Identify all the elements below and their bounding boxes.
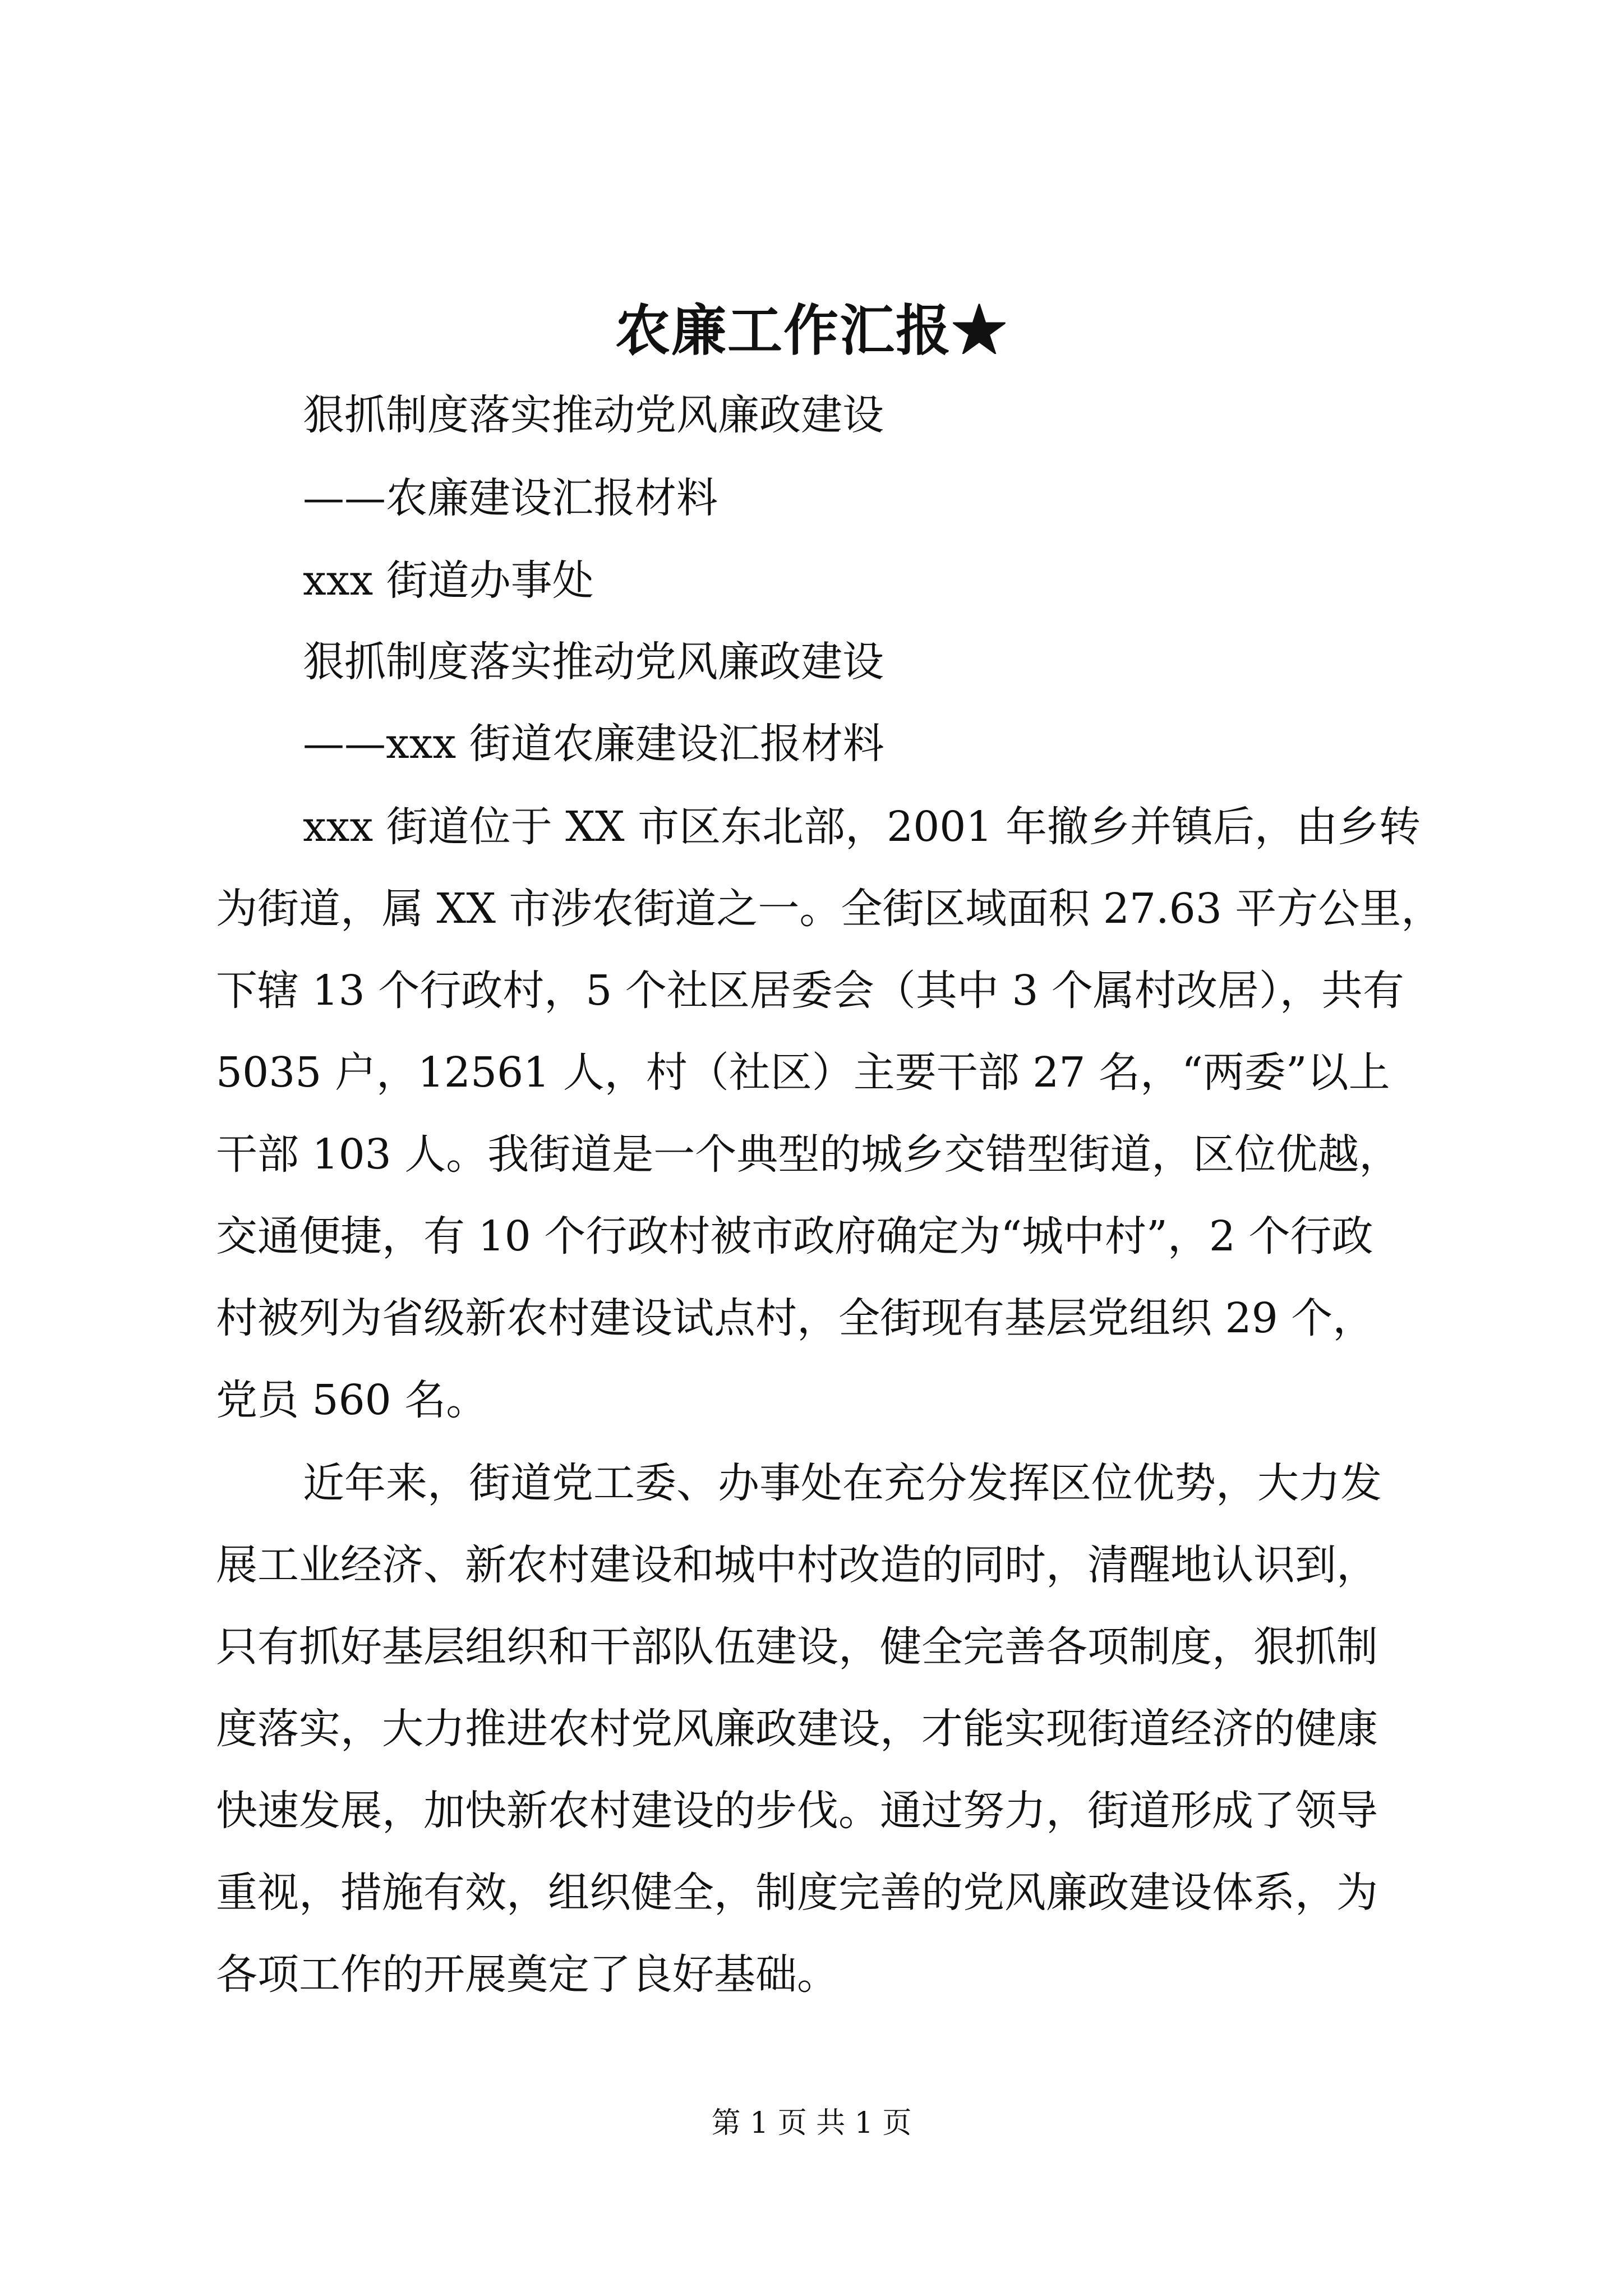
paragraph-line: 近年来，街道党工委、办事处在充分发挥区位优势，大力发 [303,1459,1382,1507]
paragraph-line: 为街道，属 XX 市涉农街道之一。全街区域面积 27.63 平方公里， [216,885,1443,933]
document-title: 农廉工作汇报★ [615,298,1008,363]
paragraph-line: 干部 103 人。我街道是一个典型的城乡交错型街道，区位优越， [216,1130,1401,1179]
paragraph-line: 快速发展，加快新农村建设的步伐。通过努力，街道形成了领导 [216,1787,1378,1835]
header-line: ——农廉建设汇报材料 [303,474,718,522]
paragraph-line: 5035 户，12561 人，村（社区）主要干部 27 名，“两委”以上 [216,1048,1390,1097]
header-line: 狠抓制度落实推动党风廉政建设 [303,391,884,439]
paragraph-line: 重视，措施有效，组织健全，制度完善的党风廉政建设体系，为 [216,1869,1378,1917]
paragraph-line: 下辖 13 个行政村，5 个社区居委会（其中 3 个属村改居），共有 [216,967,1404,1015]
paragraph-line: 交通便捷，有 10 个行政村被市政府确定为“城中村”，2 个行政 [216,1212,1373,1260]
paragraph-line: xxx 街道位于 XX 市区东北部，2001 年撤乡并镇后，由乡转 [303,803,1421,851]
header-line: ——xxx 街道农廉建设汇报材料 [303,720,884,768]
page-footer: 第 1 页 共 1 页 [711,2106,912,2140]
paragraph-line: 村被列为省级新农村建设试点村，全街现有基层党组织 29 个， [216,1294,1375,1342]
paragraph-line: 度落实，大力推进农村党风廉政建设，才能实现街道经济的健康 [216,1705,1378,1753]
paragraph-line: 展工业经济、新农村建设和城中村改造的同时，清醒地认识到， [216,1541,1378,1589]
header-line: 狠抓制度落实推动党风廉政建设 [303,638,884,686]
paragraph-line: 各项工作的开展奠定了良好基础。 [216,1950,838,1999]
paragraph-line: 党员 560 名。 [216,1376,488,1424]
header-line: xxx 街道办事处 [303,556,594,605]
paragraph-line: 只有抓好基层组织和干部队伍建设，健全完善各项制度，狠抓制 [216,1623,1378,1671]
